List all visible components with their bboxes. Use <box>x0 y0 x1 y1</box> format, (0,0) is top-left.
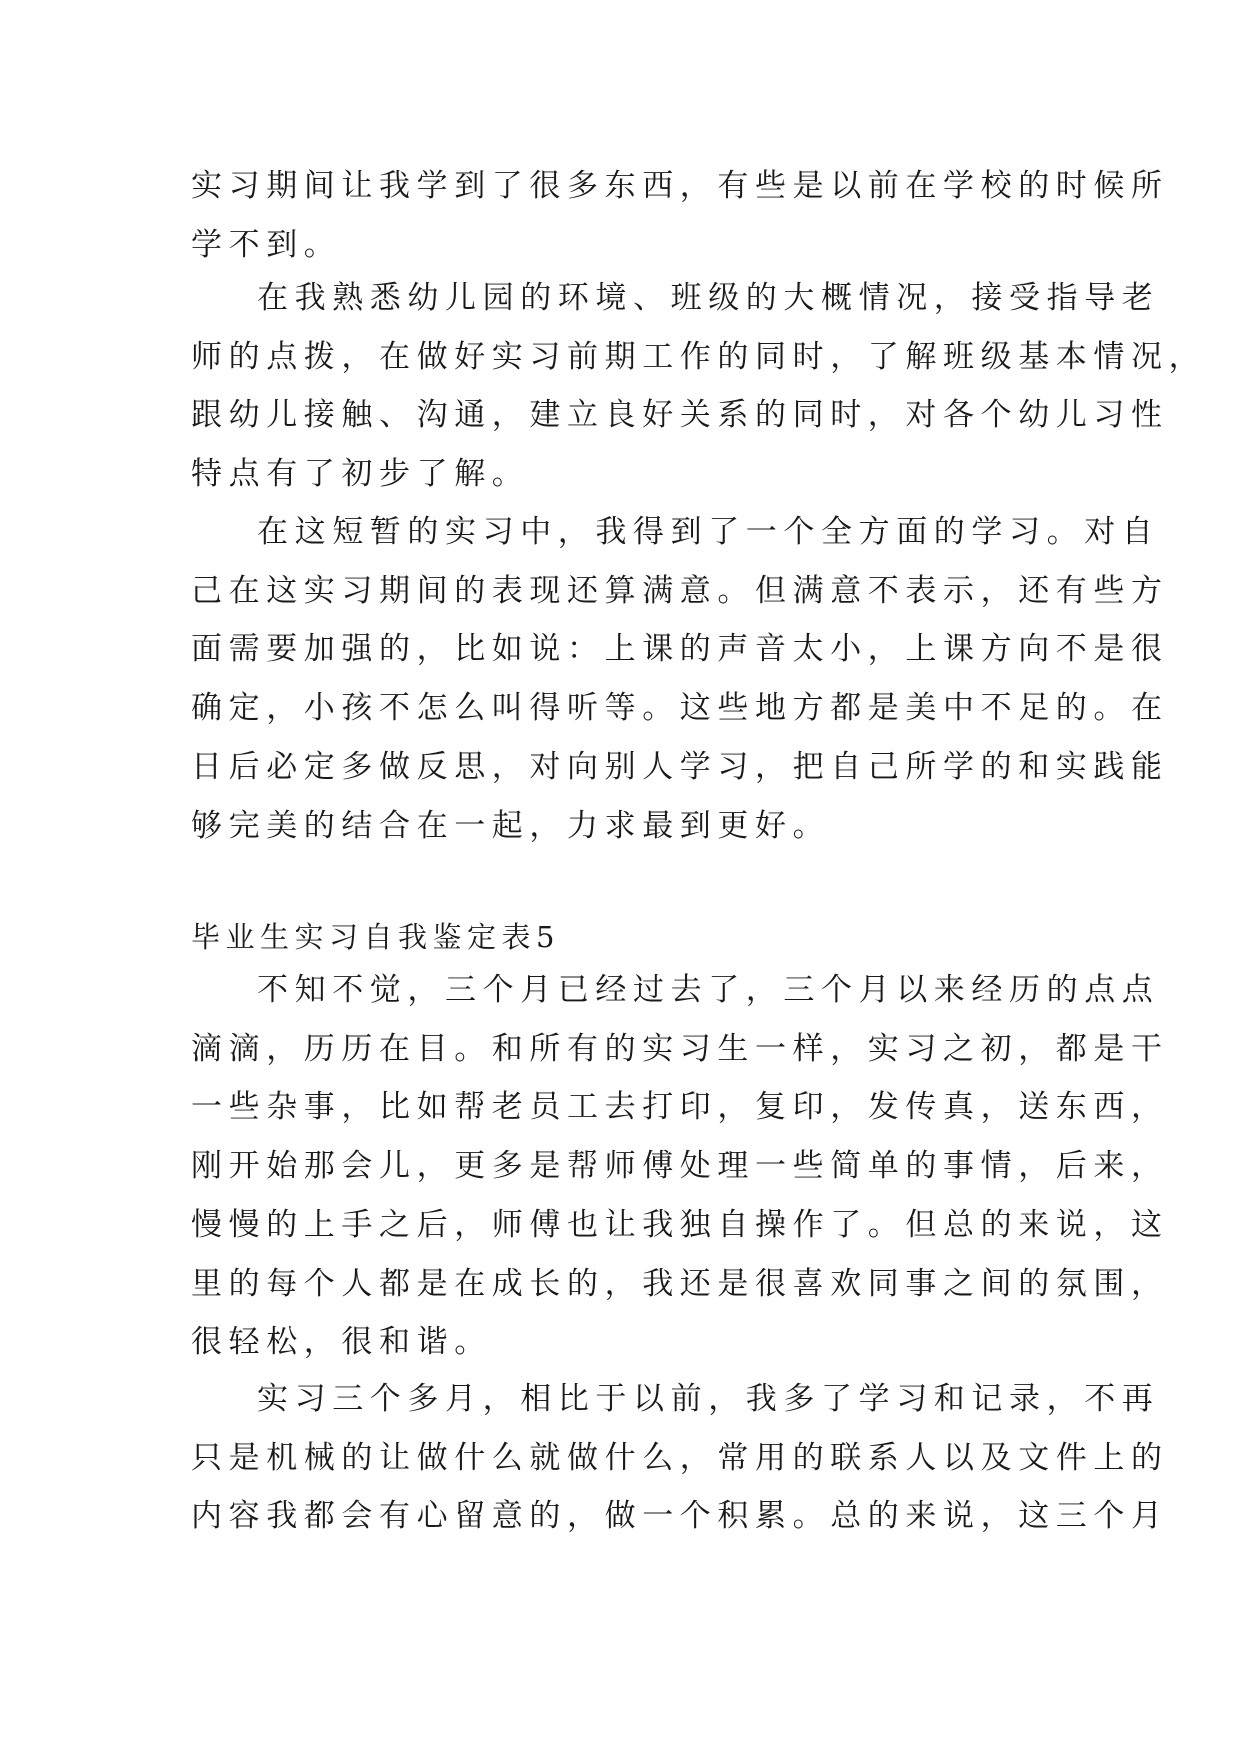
paragraph-line: 里的每个人都是在成长的，我还是很喜欢同事之间的氛围， <box>191 1265 1169 1302</box>
paragraph-line: 跟幼儿接触、沟通，建立良好关系的同时，对各个幼儿习性 <box>191 397 1169 434</box>
paragraph-line: 在我熟悉幼儿园的环境、班级的大概情况，接受指导老 <box>257 280 1160 316</box>
paragraph-line: 学不到。 <box>191 226 342 263</box>
section-heading: 毕业生实习自我鉴定表5 <box>191 920 560 954</box>
paragraph-line: 不知不觉，三个月已经过去了，三个月以来经历的点点 <box>257 972 1160 1008</box>
paragraph-2 <box>191 269 1207 504</box>
paragraph-line: 在这短暂的实习中，我得到了一个全方面的学习。对自 <box>257 514 1160 550</box>
paragraph-line: 实习三个多月，相比于以前，我多了学习和记录，不再 <box>257 1381 1160 1417</box>
paragraph-line: 内容我都会有心留意的，做一个积累。总的来说，这三个月 <box>191 1498 1169 1535</box>
paragraph-line: 师的点拨，在做好实习前期工作的同时，了解班级基本情况， <box>191 338 1207 375</box>
paragraph-line: 面需要加强的，比如说：上课的声音太小，上课方向不是很 <box>191 631 1169 668</box>
paragraph-line: 很轻松，很和谐。 <box>191 1324 492 1361</box>
paragraph-line: 滴滴，历历在目。和所有的实习生一样，实习之初，都是干 <box>191 1030 1169 1067</box>
paragraph-line: 一些杂事，比如帮老员工去打印，复印，发传真，送东西， <box>191 1089 1169 1126</box>
paragraph-line: 己在这实习期间的表现还算满意。但满意不表示，还有些方 <box>191 572 1169 609</box>
paragraph-line: 够完美的结合在一起，力求最到更好。 <box>191 807 831 844</box>
paragraph-5 <box>191 1370 1169 1546</box>
paragraph-line: 特点有了初步了解。 <box>191 456 530 493</box>
paragraph-line: 刚开始那会儿，更多是帮师傅处理一些简单的事情，后来， <box>191 1148 1169 1185</box>
paragraph-4 <box>191 961 1169 1372</box>
paragraph-line: 日后必定多做反思，对向别人学习，把自己所学的和实践能 <box>191 748 1169 785</box>
paragraph-line: 确定，小孩不怎么叫得听等。这些地方都是美中不足的。在 <box>191 690 1169 727</box>
paragraph-line: 只是机械的让做什么就做什么，常用的联系人以及文件上的 <box>191 1439 1169 1476</box>
paragraph-3 <box>191 503 1169 855</box>
paragraph-1 <box>191 157 1169 274</box>
paragraph-line: 慢慢的上手之后，师傅也让我独自操作了。但总的来说，这 <box>191 1206 1169 1243</box>
paragraph-line: 实习期间让我学到了很多东西，有些是以前在学校的时候所 <box>191 168 1169 204</box>
